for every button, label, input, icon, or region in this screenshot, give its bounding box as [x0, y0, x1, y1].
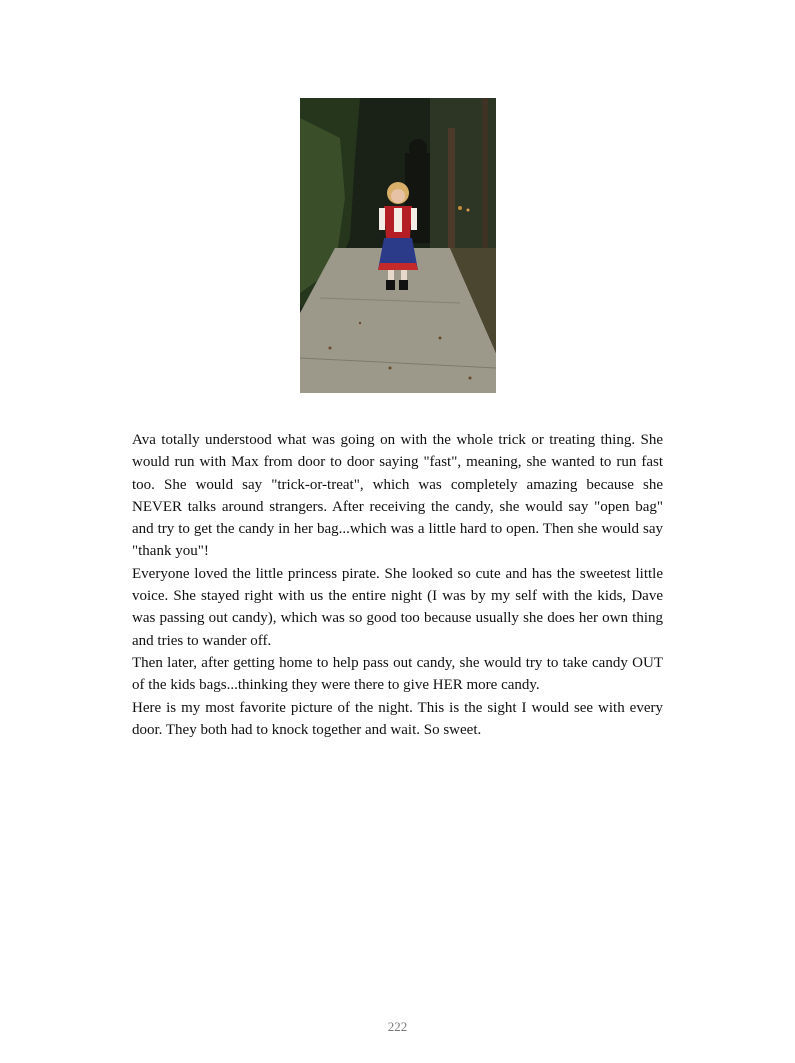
page-number: 222	[387, 1019, 408, 1034]
body-text	[132, 429, 663, 741]
paragraph-1: Ava totally understood what was going on with the whole trick or treating thing. She would run with Max from door to door saying "fast", meaning, she wanted to run fast too. She would say "trick-or-treat", which was completely amazing because she NEVER talks around strangers. After receiving the candy, she would say "open bag" and try to get the candy in her bag...which was a little hard to open. Then she would say "thank you"!	[132, 432, 663, 560]
paragraph-2: Everyone loved the little princess pirate. She looked so cute and has the sweetest little voice. She stayed right with us the entire night (I was by my self with the kids, Dave was passing out candy), which was so good too because usually she does her own thing and tries to wander off.	[132, 565, 663, 649]
paragraph-3: Then later, after getting home to help pass out candy, she would try to take candy OUT of the kids bags...thinking they were there to give HER more candy.	[132, 654, 663, 694]
photo-image	[300, 98, 496, 393]
paragraph-4: Here is my most favorite picture of the night. This is the sight I would see with every door. They both had to knock together and wait. So sweet.	[132, 699, 663, 738]
photo-child-pirate-costume	[300, 98, 496, 393]
